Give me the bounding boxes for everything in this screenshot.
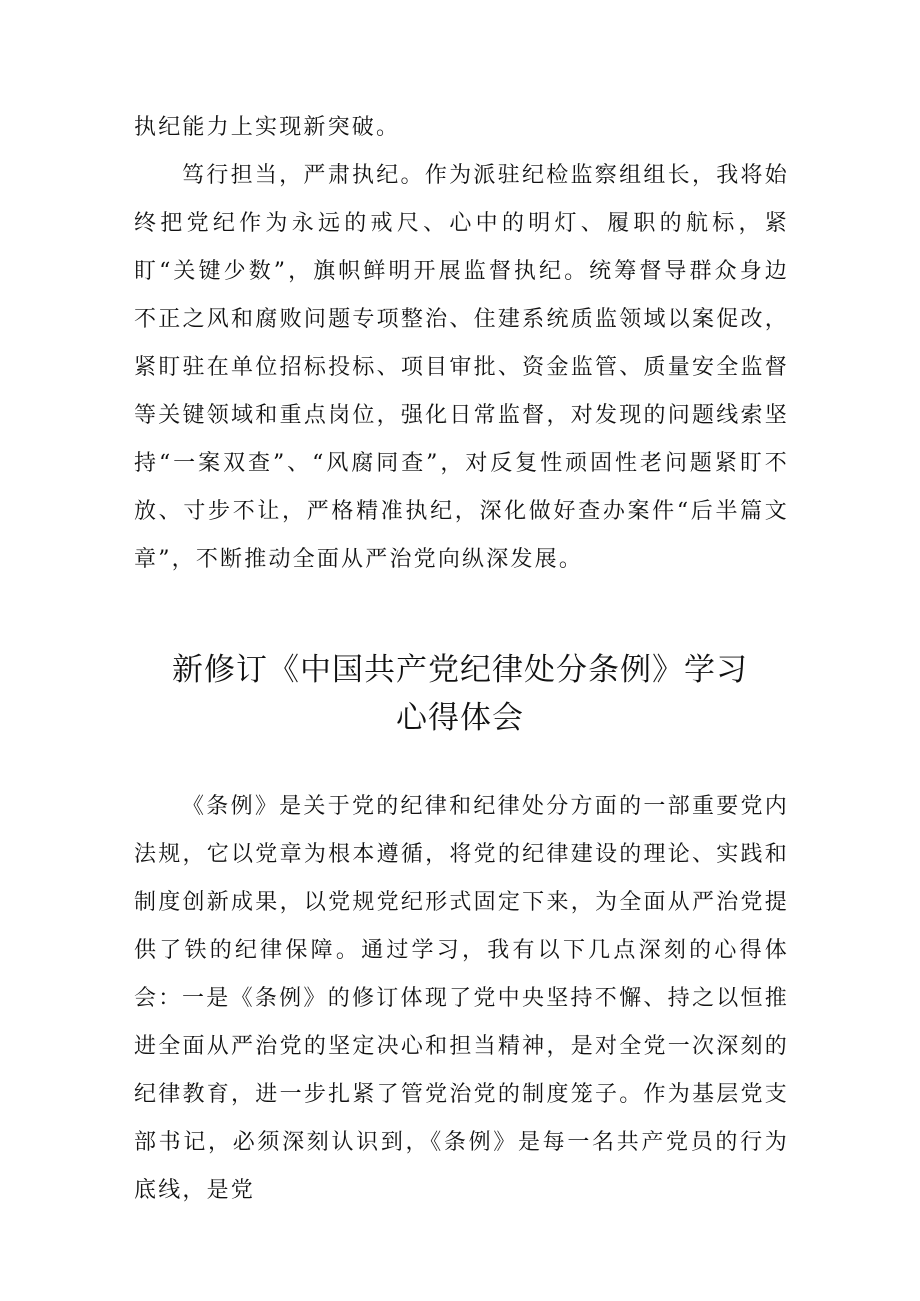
article-title-line-2: 心得体会 xyxy=(396,700,524,736)
intro-paragraph: 《条例》是关于党的纪律和纪律处分方面的一部重要党内法规，它以党章为根本遵循，将党的纪律建设的理论、实践和制度创新成果，以党规党纪形式固定下来，为全面从严治党提供了铁的纪律保障。通过学习，我有以下几点深刻的心得体会： xyxy=(134,794,789,1011)
point-one-paragraph: 一是《条例》的修订体现了党中央坚持不懈、持之以恒推进全面从严治党的坚定决心和担当精神，是对全党一次深刻的纪律教育，进一步扎紧了管党治党的制度笼子。作为基层党支部书记，必须深刻认识到，《条例》是每一名共产党员的行为底线，是党 xyxy=(134,986,789,1203)
commitment-paragraph: 笃行担当，严肃执纪。作为派驻纪检监察组组长，我将始终把党纪作为永远的戒尺、心中的明灯、履职的航标，紧盯“关键少数”，旗帜鲜明开展监督执纪。统筹督导群众身边不正之风和腐败问题专项整治、住建系统质监领域以案促改，紧盯驻在单位招标投标、项目审批、资金监管、质量安全监督等关键领域和重点岗位，强化日常监督，对发现的问题线索坚持“一案双查”、“风腐同查”，对反复性顽固性老问题紧盯不放、寸步不让，严格精准执纪，深化做好查办案件“后半篇文章”，不断推动全面从严治党向纵深发展。 xyxy=(134,163,789,572)
article-title-line-1: 新修订《中国共产党纪律处分条例》学习 xyxy=(172,652,748,688)
carryover-paragraph: 执纪能力上实现新突破。 xyxy=(134,115,401,140)
